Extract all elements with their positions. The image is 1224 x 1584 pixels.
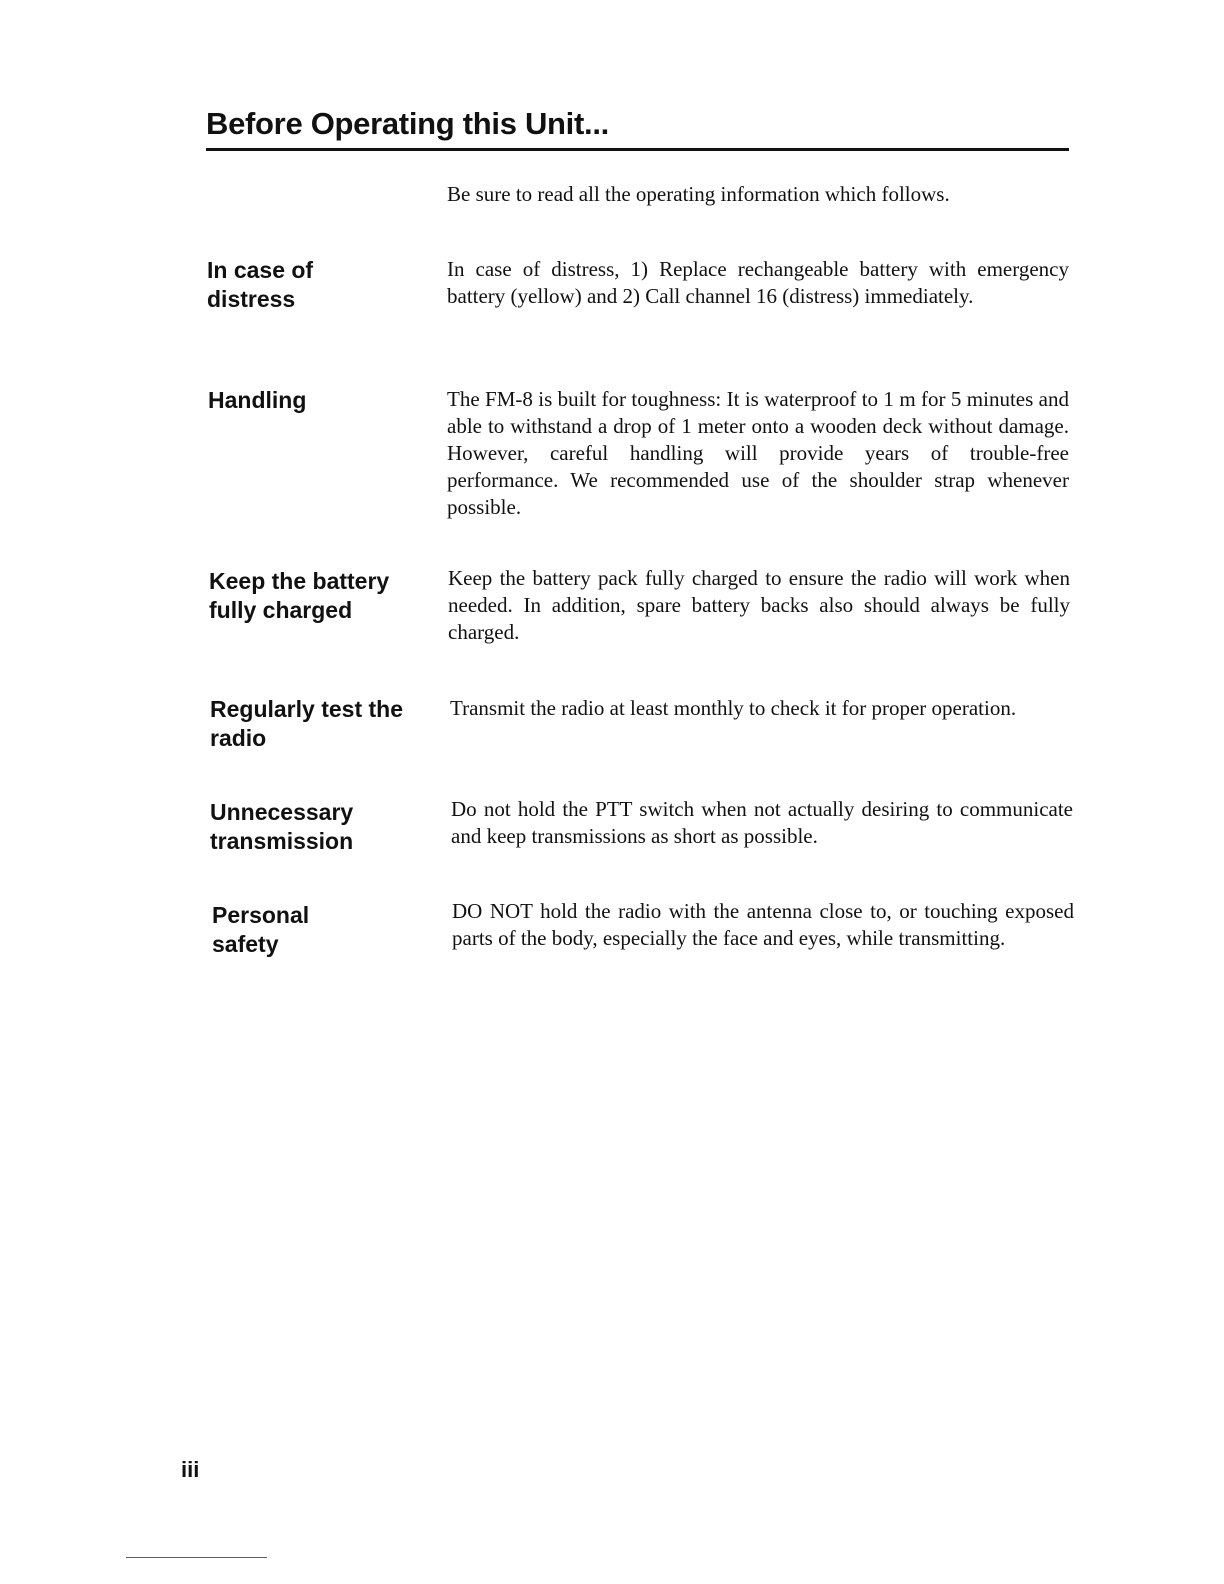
section-body: Transmit the radio at least monthly to check it for proper operation.	[450, 696, 1017, 720]
page-title: Before Operating this Unit...	[206, 106, 609, 141]
page-number: iii	[181, 1457, 200, 1482]
section-body: DO NOT hold the radio with the antenna close to, or touching exposed parts of the body, especially the face and eyes, while transmitting.	[452, 899, 1074, 950]
section-body: In case of distress, 1) Replace rechangeable battery with emergency battery (yellow) and 2) Call channel 16 (distress) immediately.	[447, 257, 1069, 308]
section-label: Personal safety	[212, 902, 310, 957]
section-label: Regularly test the radio	[210, 696, 403, 751]
section-label: Keep the battery fully charged	[209, 568, 390, 623]
title-divider	[206, 148, 1069, 151]
section-label: In case of distress	[207, 257, 314, 312]
section-body: Do not hold the PTT switch when not actually desiring to communicate and keep transmissions as short as possible.	[451, 797, 1073, 848]
section-body: The FM-8 is built for toughness: It is waterproof to 1 m for 5 minutes and able to withstand a drop of 1 meter onto a wooden deck without damage. However, careful handling will provide years of trouble-free performance. We recommended use of the shoulder strap whenever possible.	[447, 387, 1069, 519]
section-label: Handling	[208, 387, 307, 413]
section-body: Keep the battery pack fully charged to ensure the radio will work when needed. In addition, spare battery backs also should always be fully charged.	[448, 566, 1070, 644]
section-label: Unnecessary transmission	[210, 799, 354, 854]
footer-line	[126, 1557, 267, 1558]
intro-text: Be sure to read all the operating information which follows.	[447, 182, 950, 206]
